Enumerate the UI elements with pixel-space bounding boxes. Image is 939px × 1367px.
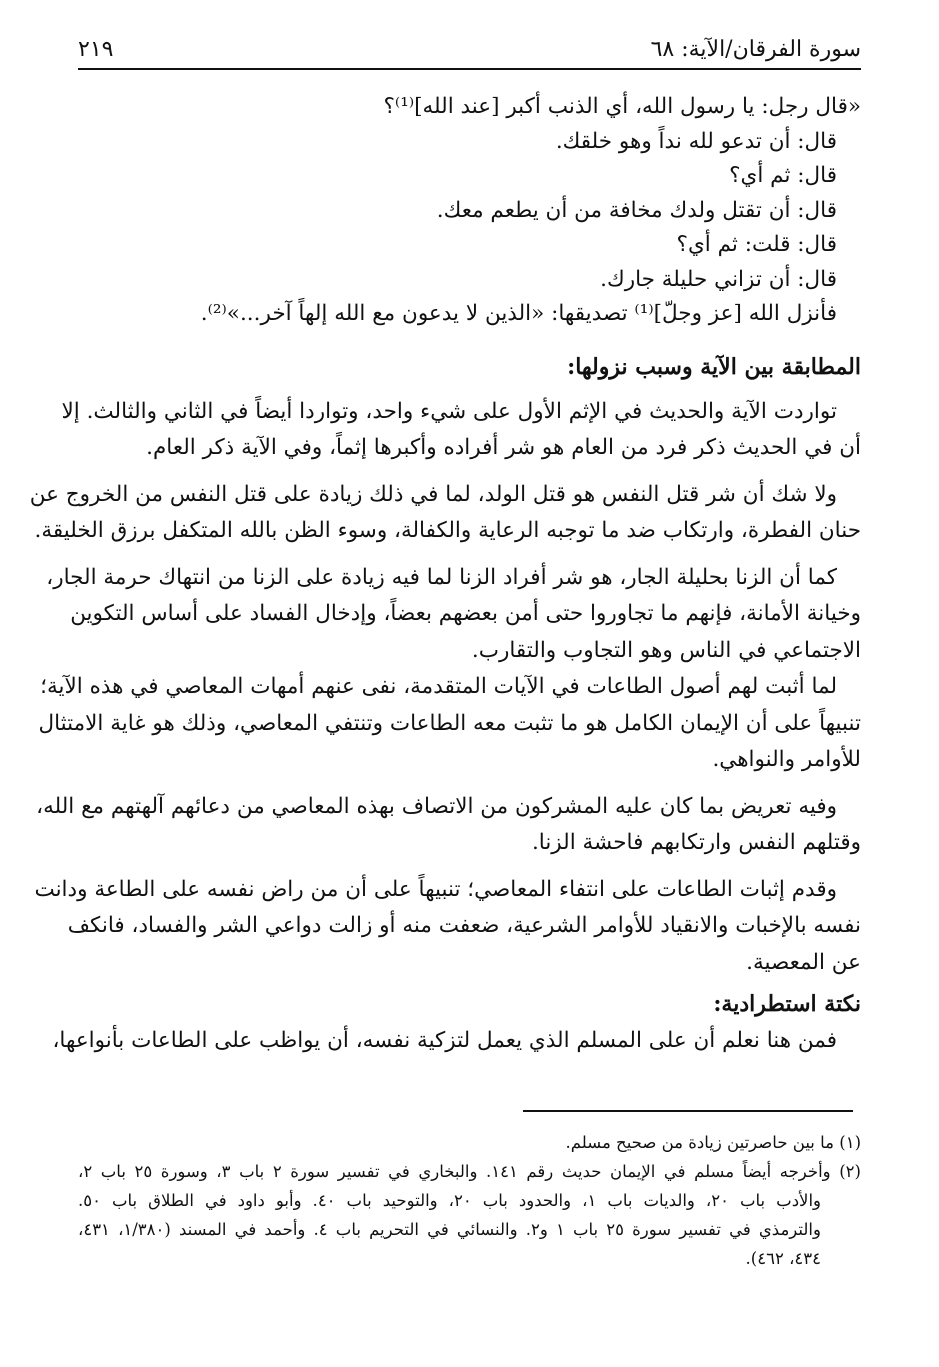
hadith-line: قال: أن تدعو لله نداً وهو خلقك. — [555, 128, 837, 154]
paragraph-line: عن المعصية. — [746, 949, 861, 975]
page-body — [29, 90, 861, 1060]
paragraph-line: وفيه تعريض بما كان عليه المشركون من الاتصاف بهذه المعاصي من دعائهم آلهتهم مع الله، — [36, 793, 837, 819]
page-number: ٢١٩ — [78, 37, 114, 62]
paragraph-line: وخيانة الأمانة، فإنهم ما تجاوروا حتى أمن بعضهم بعضاً، وإدخال الفساد على أساس التكوين — [70, 601, 861, 626]
paragraph — [36, 789, 861, 862]
footnote-line: (٢) وأخرجه أيضاً مسلم في الإيمان حديث رقم ١٤١. والبخاري في تفسير سورة ٢ باب ٣، وسورة ٢٥ باب ٢، — [78, 1162, 861, 1181]
paragraph-line: تنبيهاً على أن الإيمان الكامل هو ما تثبت معه الطاعات وتنتفي المعاصي، وذلك هو غاية الامتثال — [38, 710, 861, 736]
footnote-line: والترمذي في تفسير سورة ٢٥ باب ١ و٢. والنسائي في التحريم باب ٤. وأحمد في المسند (١/٣٨٠، ٤٣١، — [78, 1220, 821, 1239]
paragraph-line: ولا شك أن شر قتل النفس هو قتل الولد، لما في ذلك زيادة على قتل النفس من الخروج عن — [29, 481, 837, 507]
paragraph — [38, 669, 861, 779]
paragraph-line: لما أثبت لهم أصول الطاعات في الآيات المتقدمة، نفى عنهم أمهات المعاصي في هذه الآية؛ — [40, 674, 837, 699]
section-heading: المطابقة بين الآية وسبب نزولها: — [567, 353, 861, 380]
hadith-line: قال: ثم أي؟ — [729, 163, 837, 188]
paragraph — [34, 872, 861, 982]
footnote-separator — [523, 1110, 853, 1112]
footnote-line: (١) ما بين حاصرتين زيادة من صحيح مسلم. — [565, 1133, 861, 1152]
paragraph-line: الاجتماعي في الناس وهو التجاوب والتقارب. — [471, 637, 861, 663]
paragraph-line: وقتلهم النفس وارتكابهم فاحشة الزنا. — [531, 830, 861, 855]
hadith-line: «قال رجل: يا رسول الله، أي الذنب أكبر [عند الله]⁽¹⁾؟ — [383, 94, 861, 119]
paragraph — [52, 1023, 861, 1060]
paragraph-line: للأوامر والنواهي. — [712, 747, 861, 772]
paragraph — [46, 560, 861, 670]
hadith-text — [78, 90, 861, 332]
paragraph-line: أن في الحديث ذكر فرد من العام هو شر أفراده وأكبرها إثماً، وفي الآية ذكر العام. — [146, 435, 861, 460]
footnote-line: والأدب باب ٢٠، والديات باب ١، والحدود باب ٢٠، والتوحيد باب ٤٠. وأبو داود في الطلاق باب ٥٠. — [78, 1191, 822, 1210]
running-header — [78, 30, 861, 70]
footnote-line: ٤٣٤، ٤٦٢). — [745, 1249, 821, 1268]
running-title: سورة الفرقان/الآية: ٦٨ — [650, 37, 861, 62]
paragraph-line: كما أن الزنا بحليلة الجار، هو شر أفراد الزنا لما فيه زيادة على الزنا من انتهاك حرمة الجار، — [46, 564, 837, 590]
paragraph — [61, 394, 861, 467]
paragraph-line: وقدم إثبات الطاعات على انتفاء المعاصي؛ تنبيهاً على أن من راض نفسه على الطاعة ودانت — [34, 876, 837, 902]
footnotes — [78, 1128, 861, 1273]
hadith-line: قال: قلت: ثم أي؟ — [676, 232, 837, 257]
paragraph-line: فمن هنا نعلم أن على المسلم الذي يعمل لتزكية نفسه، أن يواظب على الطاعات بأنواعها، — [52, 1028, 837, 1053]
hadith-line: فأنزل الله [عز وجلّ]⁽¹⁾ تصديقها: «الذين لا يدعون مع الله إلهاً آخر...»⁽²⁾. — [200, 301, 837, 326]
paragraph — [29, 477, 861, 550]
paragraph-line: نفسه بالإخبات والانقياد للأوامر الشرعية، ضعفت منه أو زالت دواعي الشر والفساد، فانكف — [67, 913, 861, 938]
section-heading: نكتة استطرادية: — [713, 991, 861, 1017]
hadith-line: قال: أن تقتل ولدك مخافة من أن يطعم معك. — [436, 197, 837, 223]
paragraph-line: حنان الفطرة، وارتكاب ضد ما توجبه الرعاية والكفالة، وسوء الظن بالله المتكفل برزق الخليقة. — [34, 518, 861, 543]
paragraph-line: تواردت الآية والحديث في الإثم الأول على شيء واحد، وتواردا أيضاً في الثاني والثالث. إلا — [61, 398, 837, 424]
hadith-line: قال: أن تزاني حليلة جارك. — [600, 266, 837, 292]
